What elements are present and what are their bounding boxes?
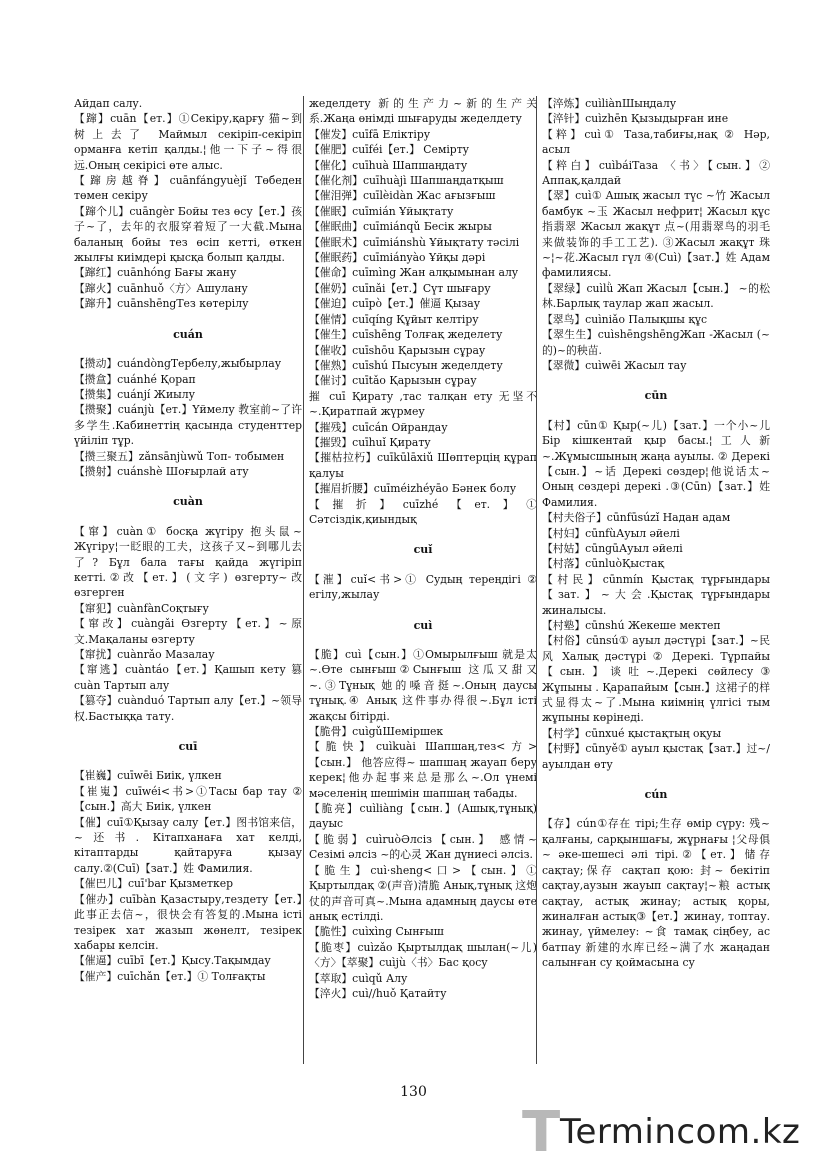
- dictionary-entry: 【攒聚】cuánjù【ет.】Үймелу 教室前~了许多学生.Кабинеттің қасында студенттер үйіліп тұр.: [74, 403, 302, 448]
- dictionary-entry: 【村妇】cūnfùАуыл әйелі: [542, 526, 680, 540]
- dictionary-entry: 【摧折】cuīzhé【ет.】① Сәтсіздік,қиындық: [309, 497, 537, 526]
- dictionary-entry: 【窜】cuàn① босқа жүгіру 抱头鼠~ Жүгіру¦一眨眼的工夫，这孩子又~到哪儿去了? Бұл бала тағы қайда жүгіріп кетті.②改【ет.】(文字) өзгерту~改 өзгерген: [74, 524, 302, 600]
- dictionary-entry: 【粹】cuì① Таза,табиғы,нақ ② Нәр, асыл: [542, 127, 770, 157]
- dictionary-entry: 【粹白】cuìbáiТаза 〈书〉【сын.】② Аппақ,қалдай: [542, 158, 770, 188]
- section-heading: cuǐ: [413, 543, 433, 557]
- watermark-logo-mark: T: [522, 1100, 561, 1165]
- dictionary-entry: 【催办】cuībàn Қазастыру,тездету【ет.】此事正去信~，很快会有答复的.Мына істі тезірек хат жазып жөнелт, тезірек хабары келсін.: [74, 892, 302, 952]
- dictionary-entry: 【催生】cuīshēng Толғақ жеделету: [309, 328, 503, 342]
- dictionary-entry: 【攒盒】cuánhé Қорап: [74, 372, 196, 386]
- dictionary-entry: 【攒动】cuándòngТербелу,жыбырлау: [74, 357, 282, 371]
- dictionary-entry: 【翠绿】cuìlǜ Жап Жасыл【сын.】 ~的松林.Барлық таулар жап жасыл.: [542, 281, 770, 311]
- dictionary-entry: 【催眠】cuīmián Ұйықтату: [309, 204, 454, 218]
- column-divider: [536, 96, 537, 1064]
- dictionary-entry: 【存】cún①存在 тірі;生存 өмір сүру: 残~ қалғаны, сарқыншағы, жұрнағы ¦父母俱~ әке-шешесі әлі тірі.②【ет.】储存 сақтау;保存 сақтап қою: 封~ бекітіп сақтау,аузын жауып сақтау¦~粮 астық сақтау, астық жинау; астық қоры, жиналған астық③【ет.】жинау, топтау. жинау, үймелеу: ~食 тамақ сіңбеу, ас батпау 新建的水库已经~满了水 жаңадан салынған су қоймасына су: [542, 817, 770, 970]
- page-number: 130: [400, 1084, 427, 1100]
- dictionary-entry: 【蹿升】cuānshēngТез көтерілу: [74, 297, 249, 311]
- dictionary-entry: 【翠微】cuìwēi Жасыл тау: [542, 358, 687, 372]
- dictionary-entry: 【窜扰】cuànrǎo Мазалау: [74, 648, 215, 661]
- dictionary-entry: 【淬炼】cuìliànШыңдалу: [542, 97, 677, 110]
- dictionary-entry: 【催眠术】cuīmiánshù Ұйықтату тәсілі: [309, 235, 520, 249]
- dictionary-entry: 【催收】cuīshōu Қарызын сұрау: [309, 343, 486, 357]
- dictionary-entry: 【摧枯拉朽】cuīkūlāxiǔ Шөптерцің құрап қалуы: [309, 451, 537, 480]
- dictionary-entry: 【篡夺】cuànduó Тартып алу【ет.】~领导权.Бастыққа тату.: [74, 694, 302, 723]
- dictionary-entry: 【淬针】cuìzhēn Қызыдырған ине: [542, 112, 729, 126]
- dictionary-entry: 【攒射】cuánshè Шоғырлай ату: [74, 464, 249, 478]
- dictionary-entry: 【催眠药】cuīmiányào Ұйқы дәрі: [309, 251, 486, 265]
- dictionary-entry: 【催化剂】cuīhuàjì Шапшаңдатқыш: [309, 174, 504, 188]
- dictionary-entry: 【崔巍】cuīwēi Биік, үлкен: [74, 769, 222, 783]
- dictionary-entry: 【催产】cuīchǎn【ет.】① Толғақты: [74, 969, 266, 983]
- dictionary-entry: 【蹿红】cuānhóng Бағы жану: [74, 266, 237, 280]
- dictionary-entry: 【催化】cuīhuà Шапшаңдату: [309, 158, 468, 172]
- watermark-text: Termincom.kz: [560, 1112, 801, 1152]
- dictionary-entry: 【脆快】cuìkuài Шапшаң,тез<方>【сын.】 他答应得~ шапшаң жауап беру керек¦他办起事来总是那么~.Ол үнемі мәселенің шешімін шапшаң табады.: [309, 740, 537, 800]
- dictionary-entry: 【催熟】cuīshú Пысуын жеделдету: [309, 358, 503, 372]
- section-heading: cuì: [413, 618, 433, 632]
- watermark: [520, 1098, 810, 1165]
- dictionary-entry: 【村落】cūnluòҚыстақ: [542, 557, 664, 571]
- dictionary-entry: 【催命】cuīmìng Жан алқымынан алу: [309, 266, 519, 280]
- dictionary-entry: Айдап салу.: [74, 97, 143, 110]
- dictionary-entry: 【摧残】cuīcán Ойрандау: [309, 420, 448, 434]
- dictionary-entry: 【村野】cūnyě① ауыл қыстақ【зат.】过~/ ауылдан өту: [542, 742, 770, 771]
- dictionary-entry: 【脆生】cuì·sheng<口>【сын.】① Қыртылдақ ②(声音)清脆 Анық,тұнық 这炮仗的声音可真~.Мына адамның даусы өте анық естілді.: [309, 863, 537, 923]
- dictionary-entry: 【脆】cuì【сын.】①Омырылғыш 就是太~.Өте сынғыш②Сынғыш 这瓜又甜又~.③Тұнық 她的嗓音挺~.Оның даусы тұнық.④ Анық 这件事办得很~.Бұл істі жақсы бітірді.: [309, 648, 537, 723]
- dictionary-entry: 【翠】cuì① Ашық жасыл түс ~竹 Жасыл бамбук ~玉 Жасыл нефрит¦ Жасыл құс 指翡翠 Жасыл жақұт 点~(用翡翠鸟的羽毛来做装饰的手工工艺). ③Жасыл жақұт 珠~¦~花.Жасыл гүл ④(Cuì)【зат.】姓 Адам фамилиясы.: [542, 189, 770, 280]
- dictionary-entry: 【村夫俗子】cūnfūsúzǐ Надан адам: [542, 511, 731, 525]
- dictionary-entry: 【萃取】cuìqǔ Алу: [309, 971, 408, 985]
- dictionary-entry: 摧 cuī Қирату ,тас талқан ету 无坚不~.Қиратпай жүрмеу: [309, 389, 537, 419]
- column-divider: [303, 96, 304, 1064]
- dictionary-entry: 【蹿房越脊】cuānfángyuèjǐ Төбеден төмен секіру: [74, 174, 302, 203]
- dictionary-entry: 【窜逃】cuàntáo【ет.】Қашып кету 篡 cuàn Тартып алу: [74, 663, 302, 692]
- dictionary-entry: 【摧眉折腰】cuīméizhéyāo Бәнек болу: [309, 482, 517, 496]
- section-heading: cuán: [173, 327, 203, 341]
- dictionary-entry: 【摧毁】cuīhuǐ Қирату: [309, 435, 431, 449]
- dictionary-entry: 【村民】cūnmín Қыстақ тұрғындары【зат.】~大会.Қыстақ тұрғындары жиналысы.: [542, 572, 770, 617]
- dictionary-entry: 【催迫】cuīpò【ет.】催逼 Қызау: [309, 297, 481, 311]
- dictionary-entry: 【攒集】cuánjí Жиылу: [74, 387, 195, 401]
- section-heading: cuī: [178, 740, 198, 754]
- dictionary-entry: 【翠生生】cuìshēngshēngЖап -Жасыл (~的)~的秧苗.: [542, 328, 770, 357]
- dictionary-entry: 【脆骨】cuìgǔШеміршек: [309, 725, 444, 739]
- dictionary-entry: 【村学】cūnxué қыстақтың оқуы: [542, 726, 722, 740]
- column-middle: [309, 96, 537, 1076]
- dictionary-entry: 【崔嵬】cuīwéi<书>①Тасы бар тау ②【сын.】高大 Биік, үлкен: [74, 784, 302, 814]
- dictionary-entry: 【催巴儿】cuī'bar Қызметкер: [74, 877, 233, 891]
- dictionary-entry: 【脆枣】cuìzǎo Қыртылдақ шылан(~儿)〈方〉【萃聚】cuìjù〈书〉Бас қосу: [309, 940, 537, 970]
- column-right: [542, 96, 770, 1076]
- dictionary-entry: 【窜犯】cuànfànСоқтығу: [74, 601, 209, 615]
- dictionary-entry: 【蹿火】cuānhuǒ〈方〉Ашулану: [74, 281, 248, 295]
- dictionary-entry: 【窜改】cuàngǎi Өзгерту【ет.】~原文.Мақаланы өзгерту: [74, 617, 302, 646]
- dictionary-entry: 【催眠曲】cuīmiánqǔ Бесік жыры: [309, 220, 492, 234]
- dictionary-entry: 【脆弱】cuìruòӘлсіз【сын.】 感情~ Сезімі әлсіз ~的心灵 Жан дүниесі әлсіз.: [309, 832, 537, 862]
- dictionary-entry: жеделдету 新的生产力~新的生产关系.Жаңа өнімді шығаруды жеделдету: [309, 97, 537, 126]
- dictionary-entry: 【漼】cuǐ<书>① Судың тереңдігі ② егілу,жылау: [309, 572, 537, 602]
- dictionary-entry: 【脆性】cuìxìng Сынғыш: [309, 925, 444, 939]
- dictionary-entry: 【村】cūn① Қыр(~儿)【зат.】一个小~儿 Бір кішкентай қыр басы.¦工人新~.Жұмысшының жаңа ауылы. ② Дерекі【сын.】~话 Дерекі сөздер¦他说话太~ Оның сөздері дерекі .③(Cūn)【зат.】姓 Фамилия.: [542, 418, 770, 509]
- dictionary-entry: 【催逼】cuībī【ет.】Қысу.Тақымдау: [74, 954, 271, 968]
- dictionary-entry: 【催发】cuīfā Еліктіру: [309, 127, 431, 141]
- dictionary-entry: 【催泪弹】cuīlèidàn Жас ағызғыш: [309, 189, 496, 203]
- dictionary-entry: 【蹿个儿】cuāngèr Бойы тез өсу【ет.】孩子~了，去年的衣服穿着短了一大截.Мына баланың бойы тез өсіп кетті, өткен жылғы киімдері қысқа болып қалды.: [74, 204, 302, 265]
- section-heading: cún: [644, 788, 668, 802]
- section-heading: cuàn: [173, 495, 203, 509]
- dictionary-entry: 【催肥】cuīféi【ет.】 Семірту: [309, 143, 470, 157]
- dictionary-entry: 【催】cuī①Қызау салу【ет.】图书馆来信，~还书. Кітапханаға хат келді, кітаптарды қайтаруға қызау салу.②(Cuī)【зат.】姓 Фамилия.: [74, 815, 302, 875]
- dictionary-entry: 【攒三聚五】zǎnsānjùwǔ Топ- тобымен: [74, 449, 285, 463]
- dictionary-entry: 【村塾】cūnshú Жекеше мектеп: [542, 619, 721, 632]
- dictionary-entry: 【脆亮】cuìliàng【сын.】(Ашық,тұнық) дауыс: [309, 802, 537, 831]
- dictionary-entry: 【村俗】cūnsú① ауыл дәстүрі【зат.】~民风 Халық дәстүрі ② Дерекі. Тұрпайы【сын.】谈吐~.Дерекі сөйлесу③ Жұпыны . Қарапайым【сын.】这裙子的样式显得太~了.Мына киімнің үлгісі тым жұпыны көрінеді.: [542, 634, 770, 725]
- dictionary-entry: 【翠鸟】cuìniǎo Палықшы құс: [542, 312, 708, 326]
- dictionary-entry: 【催奶】cuīnǎi【ет.】Сүт шығару: [309, 281, 491, 295]
- column-left: [74, 96, 302, 1076]
- section-heading: cūn: [644, 389, 668, 403]
- dictionary-entry: 【村姑】cūngūАуыл әйелі: [542, 541, 683, 555]
- dictionary-entry: 【淬火】cuì//huǒ Қатайту: [309, 986, 447, 1000]
- dictionary-entry: 【蹿】cuān【ет.】①Секіру,қарғу 猫~到 树上去了 Маймыл секіріп-секіріп орманға кетіп қалды.¦他一下子~得很远.Оның секірісі өте алыс.: [74, 112, 302, 172]
- dictionary-entry: 【催讨】cuītǎo Қарызын сұрау: [309, 374, 477, 388]
- dictionary-entry: 【催情】cuīqíng Құйыт келтіру: [309, 312, 479, 326]
